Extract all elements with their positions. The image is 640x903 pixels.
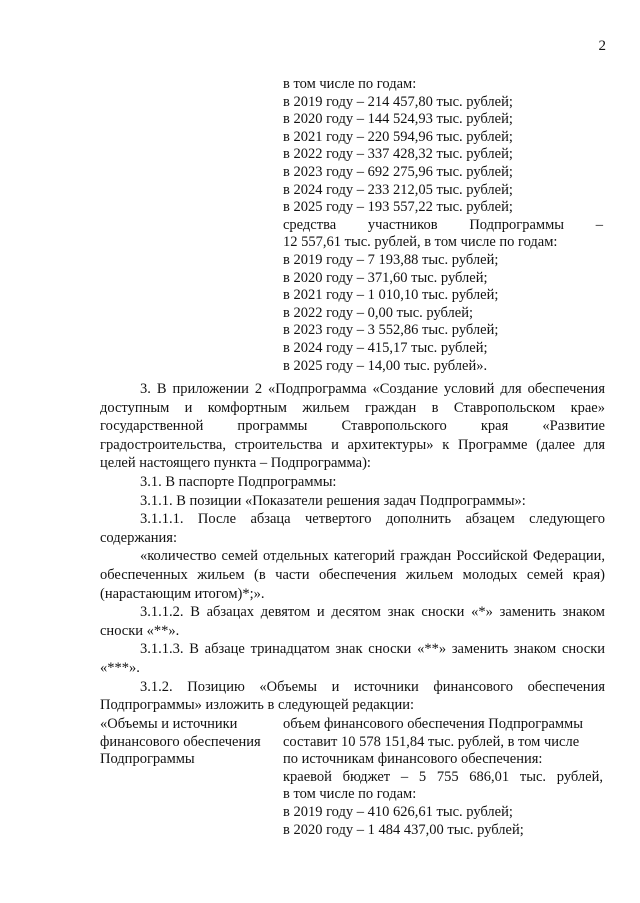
list-item: в 2024 году – 415,17 тыс. рублей;: [283, 339, 488, 356]
list-item: в 2025 году – 14,00 тыс. рублей».: [283, 357, 488, 374]
list-item: в 2021 году – 1 010,10 тыс. рублей;: [283, 287, 499, 304]
list-item: в 2019 году – 7 193,88 тыс. рублей;: [283, 251, 499, 268]
funding-by-years-list: [283, 76, 603, 375]
position-value-line: объем финансового обеспечения Подпрограммы: [283, 716, 583, 732]
list-item: средства участников Подпрограммы –: [283, 216, 603, 233]
position-value-line: краевой бюджет – 5 755 686,01 тыс. рублей,: [283, 768, 603, 785]
position-value-line: в 2019 году – 410 626,61 тыс. рублей;: [283, 803, 513, 820]
position-value-line: в 2020 году – 1 484 437,00 тыс. рублей;: [283, 821, 524, 838]
list-item: в 2024 году – 233 212,05 тыс. рублей;: [283, 181, 513, 198]
amendments-section: [100, 380, 605, 715]
list-item: в 2023 году – 692 275,96 тыс. рублей;: [283, 163, 513, 180]
paragraph-3: 3. В приложении 2 «Подпрограмма «Создание условий для обеспечения доступным и комфортным жильем граждан в Ставропольском крае» государственной программы Ставропольского края «Развитие градостроительства, строительства и архитектуры» к Программе (далее для целей настоящего пункта – Подпрограмма):: [100, 381, 605, 472]
list-item: 12 557,61 тыс. рублей, в том числе по годам:: [283, 234, 558, 251]
list-item: в том числе по годам:: [283, 76, 417, 92]
list-item: в 2022 году – 337 428,32 тыс. рублей;: [283, 146, 513, 163]
paragraph-3-1-1-2: 3.1.1.2. В абзацах девятом и десятом знак сноски «*» заменить знаком сноски «**».: [100, 604, 605, 639]
list-item: в 2021 году – 220 594,96 тыс. рублей;: [283, 128, 513, 145]
paragraph-3-1-1: 3.1.1. В позиции «Показатели решения задач Подпрограммы»:: [140, 492, 526, 509]
list-item: в 2022 году – 0,00 тыс. рублей;: [283, 304, 474, 321]
quoted-indicator: «количество семей отдельных категорий граждан Российской Федерации, обеспеченных жильем (в части обеспечения жильем молодых семей края) (нарастающим итогом)*;».: [100, 548, 605, 602]
position-value-cell: [283, 716, 603, 839]
list-item: в 2025 году – 193 557,22 тыс. рублей;: [283, 199, 513, 216]
position-value-line: в том числе по годам:: [283, 786, 417, 803]
position-name-line: Подпрограммы: [100, 751, 195, 768]
page-number: 2: [598, 38, 606, 54]
list-item: в 2023 году – 3 552,86 тыс. рублей;: [283, 322, 499, 339]
position-name-line: финансового обеспечения: [100, 733, 261, 750]
position-name-cell: [100, 716, 275, 769]
paragraph-3-1-2: 3.1.2. Позицию «Объемы и источники финансового обеспечения Подпрограммы» изложить в следующей редакции:: [100, 678, 605, 714]
paragraph-3-1: 3.1. В паспорте Подпрограммы:: [140, 473, 337, 490]
list-item: в 2019 году – 214 457,80 тыс. рублей;: [283, 93, 513, 110]
position-name-line: «Объемы и источники: [100, 716, 238, 732]
list-item: в 2020 году – 371,60 тыс. рублей;: [283, 269, 488, 286]
paragraph-3-1-1-3: 3.1.1.3. В абзаце тринадцатом знак сноски «**» заменить знаком сноски «***».: [100, 641, 605, 676]
list-item: в 2020 году – 144 524,93 тыс. рублей;: [283, 111, 513, 128]
paragraph-3-1-1-1: 3.1.1.1. После абзаца четвертого дополнить абзацем следующего содержания:: [100, 511, 605, 546]
position-value-line: составит 10 578 151,84 тыс. рублей, в том числе: [283, 733, 580, 750]
position-value-line: по источникам финансового обеспечения:: [283, 751, 543, 768]
